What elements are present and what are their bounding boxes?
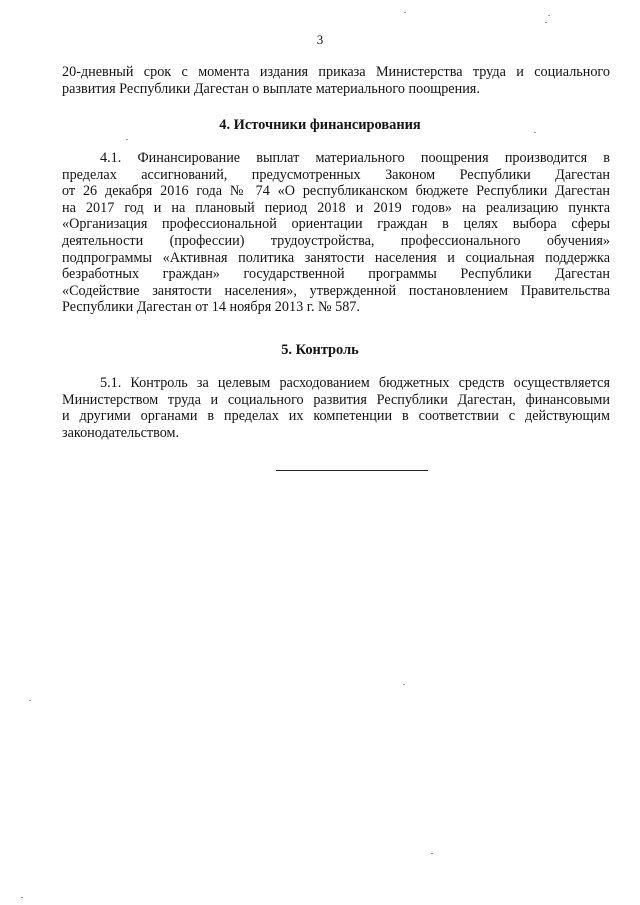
scan-speck bbox=[126, 139, 128, 140]
intro-line-1: 20-дневный срок с момента издания приказа Министерства труда и социального bbox=[62, 64, 610, 80]
section-4-line-3: от 26 декабря 2016 года № 74 «О республиканском бюджете Республики Дагестан bbox=[62, 183, 610, 200]
section-4-line-6: деятельности (профессии) трудоустройства, профессионального обучения» bbox=[62, 232, 610, 249]
page-number: 3 bbox=[316, 32, 324, 47]
section-5-line-4: законодательством. bbox=[62, 424, 180, 441]
section-4-line-10: Республики Дагестан от 14 ноября 2013 г. № 587. bbox=[62, 299, 360, 316]
section-5-line-1-text: 5.1. Контроль за целевым расходованием бюджетных средств осуществляется bbox=[100, 375, 610, 391]
intro-paragraph bbox=[62, 64, 610, 97]
section-5-paragraph bbox=[62, 375, 610, 441]
section-5-line-2: Министерством труда и социального развития Республики Дагестан, финансовыми bbox=[62, 391, 610, 408]
section-4-line-7: подпрограммы «Активная политика занятости населения и социальная поддержка bbox=[62, 249, 610, 266]
section-4-line-8: безработных граждан» государственной программы Республики Дагестан bbox=[62, 266, 610, 283]
section-4-paragraph bbox=[62, 150, 610, 316]
scan-speck bbox=[21, 897, 23, 898]
scan-speck bbox=[431, 853, 433, 854]
section-5-line-1 bbox=[62, 375, 610, 392]
scan-speck bbox=[29, 700, 31, 701]
section-4-line-1 bbox=[62, 150, 610, 167]
section-4-line-5: «Организация профессиональной ориентации граждан в целях выбора сферы bbox=[62, 216, 610, 233]
scan-speck bbox=[548, 15, 550, 16]
section-4-line-9: «Содействие занятости населения», утвержденной постановлением Правительства bbox=[62, 282, 610, 299]
section-4-line-2: пределах ассигнований, предусмотренных Законом Республики Дагестан bbox=[62, 166, 610, 183]
scan-speck bbox=[403, 684, 405, 685]
scan-speck bbox=[545, 22, 547, 23]
scan-speck bbox=[404, 12, 406, 13]
intro-line-2: развития Республики Дагестан о выплате материального поощрения. bbox=[62, 80, 480, 97]
closing-separator-line bbox=[276, 470, 428, 471]
section-5-heading: 5. Контроль bbox=[281, 342, 359, 358]
section-4-line-4: на 2017 год и на плановый период 2018 и 2019 годов» на реализацию пункта bbox=[62, 199, 610, 216]
section-5-line-3: и другими органами в пределах их компетенции в соответствии с действующим bbox=[62, 408, 610, 425]
section-4-line-1-text: 4.1. Финансирование выплат материального поощрения производится в bbox=[100, 150, 610, 166]
section-4-heading: 4. Источники финансирования bbox=[219, 117, 421, 133]
scan-speck bbox=[534, 132, 536, 133]
